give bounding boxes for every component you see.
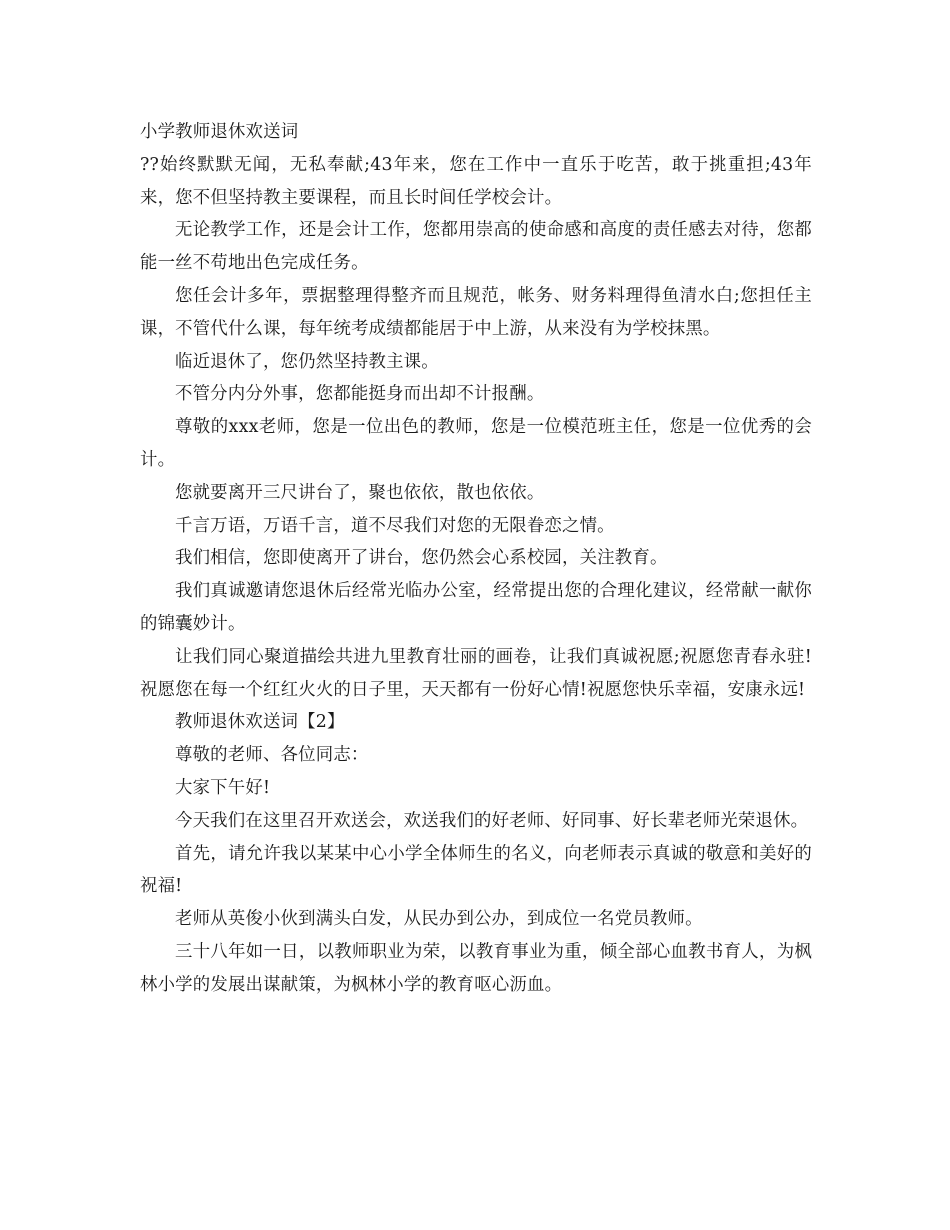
paragraph: 三十八年如一日，以教师职业为荣，以教育事业为重，倾全部心血教书育人，为枫林小学的发展出谋献策，为枫林小学的教育呕心沥血。 bbox=[140, 941, 812, 995]
paragraph: 不管分内分外事，您都能挺身而出却不计报酬。 bbox=[175, 384, 545, 405]
paragraph: 您任会计多年，票据整理得整齐而且规范，帐务、财务料理得鱼清水白;您担任主课，不管代什么课，每年统考成绩都能居于中上游，从来没有为学校抹黑。 bbox=[140, 285, 812, 339]
paragraph: 今天我们在这里召开欢送会，欢送我们的好老师、好同事、好长辈老师光荣退休。 bbox=[175, 810, 809, 831]
paragraph: 首先，请允许我以某某中心小学全体师生的名义，向老师表示真诚的敬意和美好的祝福! bbox=[140, 843, 812, 897]
paragraph: 老师从英俊小伙到满头白发，从民办到公办，到成位一名党员教师。 bbox=[175, 909, 703, 930]
paragraph: 无论教学工作，还是会计工作，您都用崇高的使命感和高度的责任感去对待，您都能一丝不苟地出色完成任务。 bbox=[140, 220, 812, 274]
paragraph: 让我们同心聚道描绘共进九里教育壮丽的画卷，让我们真诚祝愿;祝愿您青春永驻!祝愿您在每一个红红火火的日子里，天天都有一份好心情!祝愿您快乐幸福，安康永远! bbox=[140, 646, 812, 700]
paragraph: 尊敬的xxx老师，您是一位出色的教师，您是一位模范班主任，您是一位优秀的会计。 bbox=[140, 417, 812, 470]
paragraph: ??始终默默无闻，无私奉献;43年来，您在工作中一直乐于吃苦，敢于挑重担;43年来，您不但坚持教主要课程，而且长时间任学校会计。 bbox=[140, 154, 812, 208]
document-title: 小学教师退休欢送词 bbox=[140, 122, 299, 142]
paragraph: 我们相信，您即使离开了讲台，您仍然会心系校园，关注教育。 bbox=[175, 548, 668, 569]
paragraph: 千言万语，万语千言，道不尽我们对您的无限眷恋之情。 bbox=[175, 515, 615, 536]
paragraph: 我们真诚邀请您退休后经常光临办公室，经常提出您的合理化建议，经常献一献你的锦囊妙计。 bbox=[140, 581, 812, 634]
paragraph: 您就要离开三尺讲台了，聚也依依，散也依依。 bbox=[175, 482, 545, 503]
greeting: 大家下午好! bbox=[175, 777, 271, 798]
paragraph: 临近退休了，您仍然坚持教主课。 bbox=[175, 351, 439, 372]
salutation: 尊敬的老师、各位同志： bbox=[175, 745, 369, 766]
section-heading: 教师退休欢送词【2】 bbox=[175, 712, 345, 733]
document-body bbox=[140, 116, 812, 1002]
